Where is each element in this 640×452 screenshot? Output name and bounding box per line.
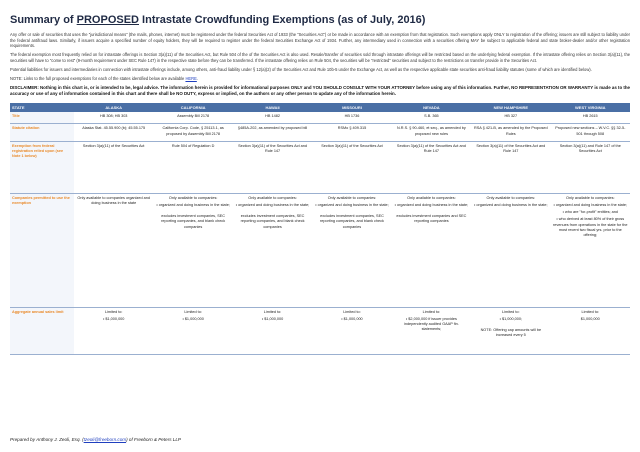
- cell-line: • who are "for-profit" entities; and: [562, 210, 618, 215]
- table-cell: [312, 124, 391, 141]
- table-header-row: [10, 103, 630, 112]
- table-row: [10, 141, 630, 193]
- intro-paragraph-2: The federal exemption most frequently relied on for intrastate offerings is Section 3(a)(11) of the Securities Act, but Rule 504 of the of the Securities Act is also used. Resale/transfer of securities sold through intrastate offerings will be restricted based on the underlying federal exemption. If the intrastate offering relies on Section 3(a)(11), the securities will have to "come to rest" (9-month requirement under SEC Rule 147) in the respective state before they can be transferred. If the intrastate offering relies on Rule 504, the securities will be "restricted" securities and subject to the restrictions on transfer provide in the Securities Act.: [10, 52, 630, 63]
- cell-line: Limited to:: [581, 309, 600, 314]
- cell-line: • organized and doing business in the state;: [156, 202, 230, 207]
- cell-line: Rule 504 of Regulation D: [171, 143, 215, 148]
- cell-line: N.R.S. § 90-460, et seq., as amended by proposed new rules: [396, 126, 466, 136]
- cell-line: Section 3(a)(11) of the Securities Act and Rule 147: [238, 143, 308, 153]
- table-body: [10, 112, 630, 354]
- intro-paragraph-3: Potential liabilities for issuers and intermediaries in connection with intrastate offerings include, among others, anti-fraud liability under § 12(a)(2) of the Securities Act and Rule 10b-5 under the Exchange Act, as well as the respective applicable state securities anti-fraud liability statutes (some of which are identified below).: [10, 66, 592, 72]
- cell-line: • $1,000,000: [261, 316, 284, 321]
- intro-paragraph-1: Any offer or sale of securities that uses the "jurisdictional means" (the mails, phones, internet) must be registered under the federal Securities Act of 1933 (the "Securities Act") or be made in accordance with an exemption from that registration. Such exemptions apply ONLY to registration of the offering; issuers are still subject to liability under the federal antifraud laws. Similarly, if issuers acquire a specified number of equity holders, they will be required to register under the federal Securities Exchange Act of 1934. Further, any intermediary used in connection with a securities offering MAY be subject to applicable federal and state broker-dealer and/or other registration requirements.: [10, 32, 630, 49]
- cell-line: Limited to:: [104, 309, 123, 314]
- table-cell: [551, 112, 630, 124]
- cell-line: S.B. 365: [424, 114, 439, 119]
- cell-line: HB 2615: [582, 114, 598, 119]
- cell-line: Section 3(a)(11) of the Securities Act: [321, 143, 383, 148]
- cell-line: Only available to companies organized and doing business in the state: [77, 195, 151, 205]
- cell-line: Limited to:: [343, 309, 361, 314]
- exemptions-table: [10, 103, 630, 355]
- cell-line: Section 3(a)(11) of the Securities Act and Rule 147: [396, 143, 466, 153]
- table-cell: [471, 124, 550, 141]
- table-cell: [392, 112, 471, 124]
- cell-line: RSA § 421-B, as amended by the Proposed Rules: [473, 126, 548, 136]
- cell-line: • $1,000,000: [182, 316, 204, 321]
- cell-line: Limited to:: [184, 309, 202, 314]
- cell-line: excludes investment companies, SEC reporting companies, and blank check companies: [161, 214, 226, 229]
- note-paragraph: NOTE: Links to the full proposed exemptions for each of the states identified below are available HERE.: [10, 76, 198, 82]
- row-header: Title: [10, 112, 74, 124]
- table-cell: [153, 193, 232, 307]
- cell-line: Section 3(a)(11) of the Securities Act: [82, 143, 145, 148]
- row-header: Aggregate annual sales limit: [10, 307, 74, 354]
- cell-line: • organized and doing business in the state;: [553, 202, 628, 207]
- author-email-link[interactable]: tzeoli@freeborn.com: [83, 437, 127, 442]
- table-cell: [392, 307, 471, 354]
- cell-line: • who derived at least 80% of their gross revenues from operations in the state for the most recent two fiscal yrs. prior to the offering;: [553, 217, 628, 237]
- cell-line: Limited to:: [263, 309, 282, 314]
- column-header-hawaii: HAWAII: [233, 103, 312, 112]
- cell-line: RSMo § 409.315: [337, 126, 367, 131]
- table-cell: [312, 307, 391, 354]
- table-cell: [392, 193, 471, 307]
- cell-line: §485A-202, as amended by proposed bill: [237, 126, 308, 131]
- cell-line: HB 308; HB 303: [99, 114, 128, 119]
- cell-line: • $1,000,000;: [499, 316, 523, 321]
- table-cell: [74, 112, 153, 124]
- table-cell: [233, 193, 312, 307]
- table-cell: [551, 307, 630, 354]
- table-cell: [233, 307, 312, 354]
- disclaimer: DISCLAIMER: Nothing in this chart is, or is intended to be, legal advice. The information herein is provided for informational purposes ONLY and YOU SHOULD CONSULT WITH YOUR ATTORNEY before using any of this information. Further, NO REPRESENTATION OR WARRANTY is made as to the accuracy or use of any of information contained in this chart and there shall be NO DUTY, express or implied, on the authors or any other person to update any of the information herein.: [10, 85, 630, 97]
- table-row: [10, 193, 630, 307]
- column-header-west-virginia: WEST VIRGINIA: [551, 103, 630, 112]
- cell-line: • $1,000,000: [341, 316, 363, 321]
- cell-line: NOTE: Offering cap amounts will be increased every 5: [480, 328, 542, 338]
- column-header-nevada: NEVADA: [392, 103, 471, 112]
- table-cell: [233, 141, 312, 193]
- cell-line: Only available to companies:: [248, 195, 297, 200]
- column-header-state: STATE: [10, 103, 74, 112]
- table-cell: [233, 112, 312, 124]
- table-row: [10, 307, 630, 354]
- cell-line: Limited to:: [502, 309, 520, 314]
- table-cell: [471, 307, 550, 354]
- table-cell: [153, 112, 232, 124]
- table-cell: [74, 193, 153, 307]
- cell-line: Only available to companies:: [565, 195, 615, 200]
- cell-line: HB 1482: [265, 114, 280, 119]
- table-cell: [74, 124, 153, 141]
- table-cell: [551, 124, 630, 141]
- table-cell: [551, 141, 630, 193]
- cell-line: Assembly Bill 2178: [177, 114, 210, 119]
- cell-line: Proposed new sections – W.V.C. §§ 32-5-501 through 508: [555, 126, 626, 136]
- cell-line: HB 327: [504, 114, 518, 119]
- cell-line: excludes investment companies, SEC reporting companies, and blank check companies: [240, 214, 305, 229]
- cell-line: excludes investment companies and SEC reporting companies: [396, 214, 467, 224]
- column-header-alaska: ALASKA: [74, 103, 153, 112]
- cell-line: excludes investment companies, SEC reporting companies, and blank check companies: [320, 214, 384, 229]
- column-header-new-hampshire: NEW HAMPSHIRE: [471, 103, 550, 112]
- cell-line: Section 3(a)(11) of the Securities Act and Rule 147: [476, 143, 546, 153]
- table-cell: [551, 193, 630, 307]
- table-cell: [392, 124, 471, 141]
- cell-line: HB 1736: [344, 114, 360, 119]
- table-cell: [312, 141, 391, 193]
- cell-line: • $2,000,000 if issuer provides independently audited GAAP fin. statements;: [403, 316, 459, 332]
- column-header-missouri: MISSOURI: [312, 103, 391, 112]
- table-row: [10, 112, 630, 124]
- table-cell: [471, 112, 550, 124]
- cell-line: • organized and doing business in the state;: [315, 202, 389, 207]
- cell-line: • organized and doing business in the state;: [235, 202, 310, 207]
- cell-line: Section 3(a)(11) and Rule 147 of the Securities Act: [559, 143, 621, 153]
- cell-line: Only available to companies:: [486, 195, 536, 200]
- cell-line: Only available to companies:: [168, 195, 218, 200]
- table-cell: [153, 141, 232, 193]
- table-cell: [471, 141, 550, 193]
- table-cell: [74, 307, 153, 354]
- cell-line: Only available to companies:: [407, 195, 456, 200]
- title-emphasis: PROPOSED: [76, 14, 139, 26]
- table-cell: [312, 193, 391, 307]
- table-cell: [392, 141, 471, 193]
- cell-line: $1,000,000: [580, 316, 600, 321]
- table-row: [10, 124, 630, 141]
- table-cell: [153, 307, 232, 354]
- table-cell: [312, 112, 391, 124]
- table-cell: [233, 124, 312, 141]
- cell-line: Alaska Stat. 45.55.900 (b); 45.55.175: [82, 126, 146, 131]
- page-title: Summary of PROPOSED Intrastate Crowdfunding Exemptions (as of July, 2016): [10, 14, 426, 26]
- footer-credit: Prepared by Anthony J. Zeoli, Esq. (tzeoli@freeborn.com) of Freeborn & Peters LLP: [10, 437, 181, 442]
- cell-line: Only available to companies:: [327, 195, 377, 200]
- cell-line: • organized and doing business in the state;: [474, 202, 548, 207]
- table-cell: [153, 124, 232, 141]
- row-header: Companies permitted to use the exemption: [10, 193, 74, 307]
- row-header: Statute citation: [10, 124, 74, 141]
- cell-line: Limited to:: [422, 309, 441, 314]
- table-cell: [74, 141, 153, 193]
- row-header: Exemption from federal registration relied upon (see Note 1 below): [10, 141, 74, 193]
- exemptions-link[interactable]: HERE: [185, 76, 197, 82]
- cell-line: • $1,000,000: [103, 316, 125, 321]
- table-cell: [471, 193, 550, 307]
- column-header-california: CALIFORNIA: [153, 103, 232, 112]
- cell-line: • organized and doing business in the state;: [394, 202, 469, 207]
- cell-line: California Corp. Code, § 25113.1, as proposed by Assembly Bill 2178: [162, 126, 224, 136]
